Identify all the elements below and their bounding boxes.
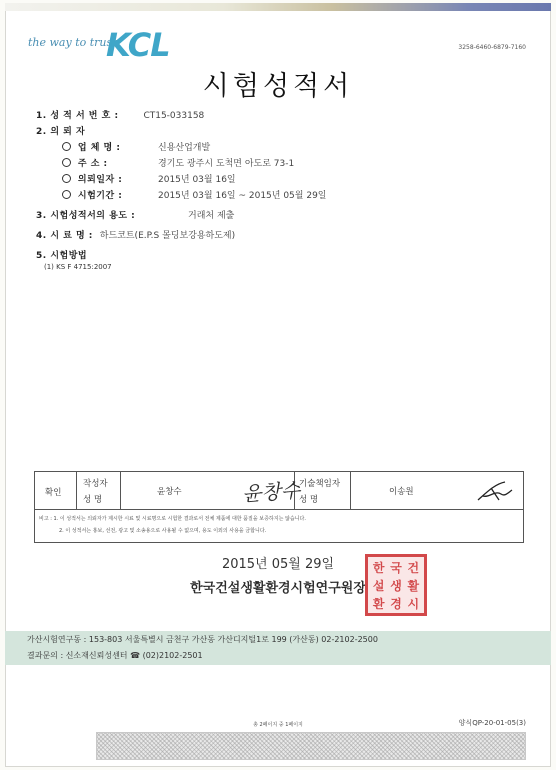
address-value: 경기도 광주시 도척면 아도로 73-1 [158,159,295,169]
purpose-value: 거래처 제출 [188,211,235,221]
seal-char: 환 [372,597,385,611]
logo-mark: KCL [106,26,170,64]
address-row [62,156,295,169]
note-line-2: 2. 이 성적서는 홍보, 선전, 광고 및 소송용으로 사용될 수 없으며, 용도 이외의 사용을 금합니다. [59,528,267,534]
lab-address-line [27,634,378,645]
cert-number-value: CT15-033158 [143,111,205,121]
issue-date: 2015년 05월 29일 [221,557,335,572]
seal-char: 시 [407,597,420,611]
company-value: 신용산업개발 [158,143,211,153]
sample-row [36,228,235,241]
requester-heading: 2. 의 뢰 자 [36,127,86,137]
bullet-circle-icon [62,142,71,151]
seal-char: 경 [390,597,402,611]
result-inquiry-label: 결과문의 : [27,651,64,660]
cert-number-row [36,108,204,121]
tech-name-cell [351,472,524,510]
seal-char: 국 [390,561,402,575]
result-inquiry-value: 신소재신뢰성센터 ☎ (02)2102-2501 [65,651,203,660]
method-heading: 5. 시험방법 [36,251,88,261]
company-row [62,140,211,153]
tech-role: 기술책임자 [299,479,341,489]
bullet-circle-icon [62,158,71,167]
seal-char: 건 [407,561,420,575]
security-pattern [96,732,526,760]
form-number: 양식QP-20-01-05(3) [458,719,526,727]
tech-name-label: 성 명 [299,495,319,505]
cert-number-label: 1. 성 적 서 번 호 : [36,111,119,121]
seal-char: 생 [390,579,402,593]
seal-char: 활 [407,579,420,593]
lab-address-label: 가산시험연구동 : [27,635,87,644]
confirm-cell [35,472,77,510]
request-date-value: 2015년 03월 16일 [158,175,236,185]
purpose-label: 3. 시험성적서의 용도 : [36,211,136,221]
bullet-circle-icon [62,190,71,199]
test-period-row [62,188,327,201]
contact-band [5,631,551,665]
sample-value: 하드코트(E.P.S 몰딩보강용하도제) [99,231,236,241]
method-value: (1) KS F 4715:2007 [44,263,112,271]
author-role-cell [77,472,121,510]
test-period-label: 시험기간 : [77,191,123,201]
document-id: 3258-6460-6879-7160 [458,44,526,51]
address-label: 주 소 : [77,159,108,169]
author-role: 작성자 [83,479,108,489]
author-signature: 윤창수 [241,478,301,506]
tech-signature-icon [475,478,515,504]
note-line-1: 비고 : 1. 이 성적서는 의뢰자가 제시한 시료 및 시료명으로 시험한 결과로서 전체 제품에 대한 품질을 보증하지는 않습니다. [39,516,306,522]
logo-tagline: the way to trust [28,36,117,49]
bullet-circle-icon [62,174,71,183]
purpose-row [36,208,235,221]
top-color-band [5,3,551,11]
test-period-value: 2015년 03월 16일 ~ 2015년 05월 29일 [158,191,327,201]
tech-name: 이송원 [389,487,414,497]
seal-char: 설 [372,579,385,593]
result-inquiry-line [27,650,203,661]
lab-address-value: 153-803 서울특별시 금천구 가산동 가산디지털1로 199 (가산동) 02-2102-2500 [88,635,378,644]
author-name: 윤창수 [157,487,182,497]
request-date-label: 의뢰일자 : [77,175,123,185]
tech-role-cell [295,472,351,510]
request-date-row [62,172,236,185]
company-label: 업 체 명 : [77,143,121,153]
page-number: 총 2페이지 중 1페이지 [253,722,303,728]
confirm-label: 확인 [45,488,62,498]
official-seal [365,554,427,616]
page-title: 시험성적서 [202,71,354,102]
sample-label: 4. 시 료 명 : [36,231,93,241]
institute-name: 한국건설생활환경시험연구원장 [190,581,366,596]
author-name-label: 성 명 [83,495,103,505]
seal-char: 한 [372,561,385,575]
